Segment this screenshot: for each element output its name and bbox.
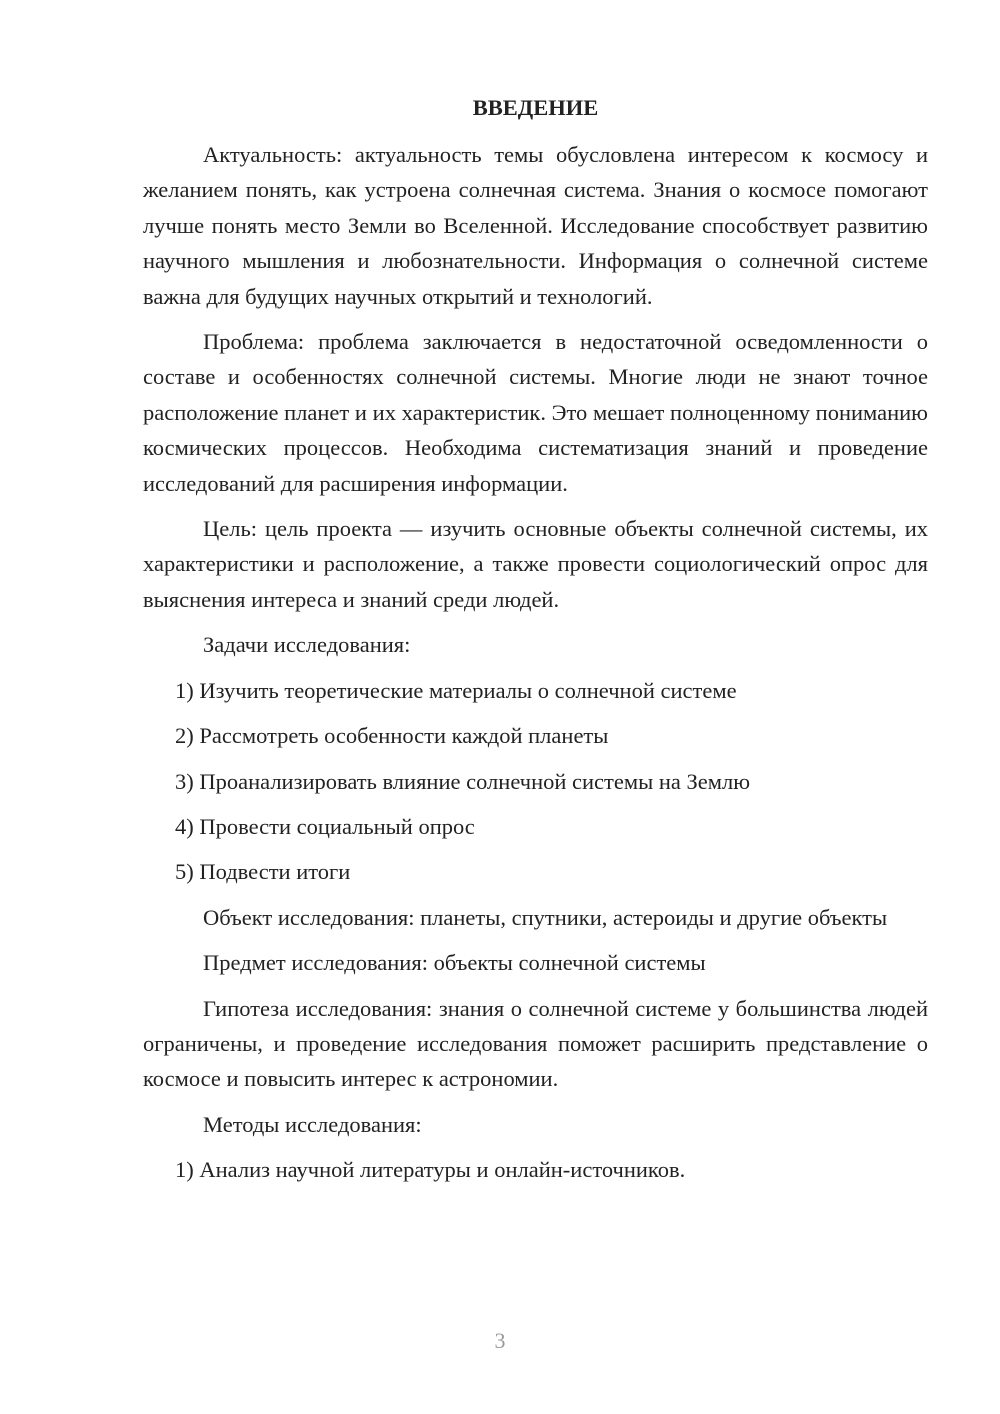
page-number: 3 [494,1328,506,1353]
list-item: 4) Провести социальный опрос [175,813,475,839]
relevance-paragraph: Актуальность: актуальность темы обусловлена интересом к космосу и желанием понять, как устроена солнечная система. Знания о космосе помогают лучше понять место Земли во Вселенной. Исследование способствует развитию научного мышления и любознательности. Информация о солнечной системе важна для будущих научных открытий и технологий. [143,142,928,309]
list-item: 1) Изучить теоретические материалы о солнечной системе [175,677,737,703]
hypothesis-paragraph: Гипотеза исследования: знания о солнечной системе у большинства людей ограничены, и проведение исследования поможет расширить представление о космосе и повысить интерес к астрономии. [143,995,928,1092]
list-item: 2) Рассмотреть особенности каждой планеты [175,723,609,749]
tasks-heading: Задачи исследования: [203,632,411,658]
subject-paragraph: Предмет исследования: объекты солнечной системы [203,950,706,976]
object-paragraph: Объект исследования: планеты, спутники, астероиды и другие объекты [203,904,888,930]
section-title: ВВЕДЕНИЕ [472,95,599,120]
problem-paragraph: Проблема: проблема заключается в недостаточной осведомленности о составе и особенностях солнечной системы. Многие люди не знают точное расположение планет и их характеристик. Это мешает полноценному пониманию космических процессов. Необходима систематизация знаний и проведение исследований для расширения информации. [143,329,928,496]
document-page [143,90,928,1198]
tasks-list [143,673,928,890]
goal-paragraph: Цель: цель проекта — изучить основные объекты солнечной системы, их характеристики и расположение, а также провести социологический опрос для выяснения интереса и знаний среди людей. [143,516,928,612]
list-item: 5) Подвести итоги [175,859,351,885]
list-item: 3) Проанализировать влияние солнечной системы на Землю [175,768,751,794]
methods-list [143,1152,928,1187]
methods-heading: Методы исследования: [203,1111,422,1137]
list-item: 1) Анализ научной литературы и онлайн-источников. [175,1157,686,1183]
